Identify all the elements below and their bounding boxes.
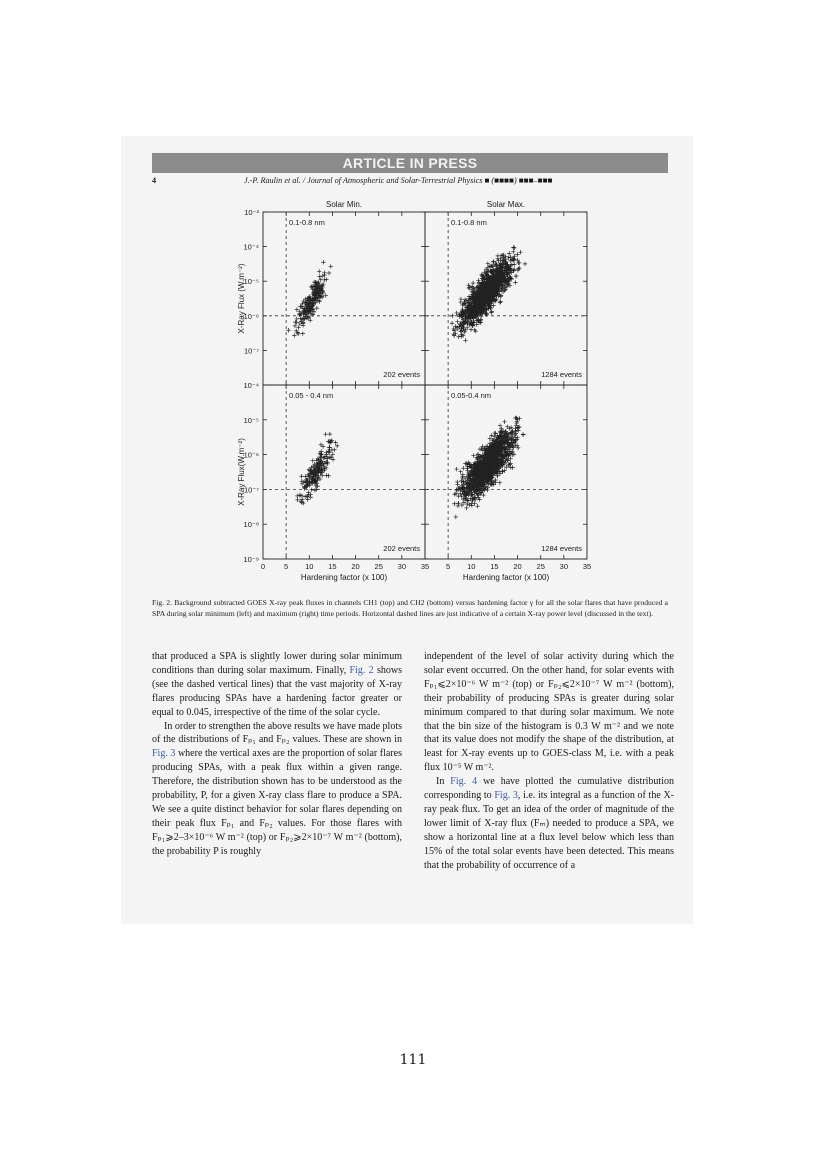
data-point [318,274,322,278]
data-point [450,321,454,325]
data-point [516,261,520,265]
panel-frame [425,385,587,559]
data-point [322,278,326,282]
event-count-label: 1284 events [541,544,582,553]
running-head [152,176,668,188]
x-tick-label: 25 [374,562,383,571]
x-tick-label: 5 [446,562,451,571]
data-point [301,331,305,335]
scatter-points [452,416,525,520]
y-axis-label-bottom: X-Ray Flux(W.m⁻²) [237,438,246,506]
data-point [456,335,460,339]
panel-title-solar-min: Solar Min. [325,200,363,209]
x-tick-label: 10 [305,562,314,571]
x-tick-label: 20 [513,562,522,571]
data-point [464,506,468,510]
data-point [498,300,502,304]
data-point [511,250,515,254]
panel-frame [263,212,425,385]
data-point [454,515,458,519]
event-count-label: 202 events [383,370,420,379]
data-point [459,329,463,333]
data-point [463,338,467,342]
data-point [486,261,490,265]
figure-link[interactable]: Fig. 3 [152,748,176,760]
x-tick-label: 30 [397,562,407,571]
data-point [308,318,312,322]
x-axis-label-right: Hardening factor (x 100) [462,573,550,582]
panel-frame [425,212,587,385]
wavelength-annotation: 0.1-0.8 nm [451,218,487,227]
data-point [523,262,527,266]
data-point [502,420,506,424]
data-point [516,446,520,450]
data-point [328,432,332,436]
data-point [513,280,517,284]
paragraph [152,720,402,859]
y-tick-label: 10⁻⁹ [243,555,259,564]
panel-title-solar-max: Solar Max. [486,200,526,209]
y-tick-label: 10⁻⁵ [243,277,259,287]
scatter-figure [230,195,600,587]
article-in-press-banner: ARTICLE IN PRESS [152,153,668,173]
paragraph [152,650,402,720]
y-tick-label: 10⁻⁷ [243,485,259,495]
figure-caption: Fig. 2. Background subtracted GOES X-ray peak fluxes in channels CH1 (top) and CH2 (bottom) versus hardening factor γ for all the solar flares that have produced a SPA during solar minimum (left) and maximum (right) time periods. Horizontal dashed lines are just indicative of a certain X-ray power level (discussed in the text). [152,598,668,618]
x-tick-label: 15 [328,562,337,571]
y-tick-label: 10⁻⁷ [243,346,259,356]
data-point [292,333,296,337]
data-point [518,250,522,254]
wavelength-annotation: 0.1-0.8 nm [289,218,325,227]
data-point [455,480,459,484]
wavelength-annotation: 0.05 - 0.4 nm [289,391,334,400]
data-point [317,269,321,273]
x-axis-label-left: Hardening factor (x 100) [300,573,388,582]
data-point [521,433,525,437]
data-point [475,504,479,508]
x-tick-label: 5 [284,562,289,571]
data-point [329,264,333,268]
data-point [324,473,328,477]
data-point [311,458,315,462]
data-point [461,466,465,470]
figure-link[interactable]: Fig. 3 [494,790,518,802]
data-point [323,432,327,436]
y-axis-label-top: X-Ray Flux (W.m⁻²) [237,263,246,334]
text-run: where the vertical axes are the proportion of solar flares producing SPAs, with a peak flux within a given range. Therefore, the distribution shown has to be understood as the probability, P, for a given X-ray class flare to produce a SPA. We see a quite distinct behavior for solar flares depending on their peak flux Fₚ₁ and Fₚ₂ values. For those flares with Fₚ₁⩾2–3×10⁻⁶ W m⁻² (top) or Fₚ₂⩾2×10⁻⁷ W m⁻² (bottom), the probability P is roughly [152,748,402,857]
y-tick-label: 10⁻⁴ [243,242,259,252]
data-point [299,474,303,478]
data-point [319,470,323,474]
data-point [315,306,319,310]
data-point [491,303,495,307]
paragraph [424,775,674,872]
x-tick-label: 0 [260,562,266,571]
x-tick-label: 35 [420,562,430,571]
data-point [498,300,502,304]
data-point [471,281,475,285]
body-column-right [424,650,674,873]
data-point [324,293,328,297]
data-point [454,467,458,471]
y-tick-label: 10⁻⁴ [243,381,259,390]
data-point [458,470,462,474]
wavelength-annotation: 0.05-0.4 nm [451,391,492,400]
y-tick-label: 10⁻⁶ [243,450,259,460]
figure-link[interactable]: Fig. 4 [450,776,478,788]
data-point [496,254,500,258]
data-point [324,277,328,281]
panel-frame [263,385,425,559]
page-number: 111 [399,1052,427,1068]
text-run: , i.e. its integral as a function of the X-ray peak flux. To get an idea of the order of magnitude of the lower limit of X-ray flux (Fₘ) needed to produce a SPA, we show a horizontal line at a flux level below which less than 15% of the total solar events have been detected. This means that the probability of occurrence of a [424,790,674,871]
data-point [295,494,299,498]
data-point [306,497,310,501]
text-run: shows (see the dashed vertical lines) that the vast majority of X-ray flares producing SPAs have a hardening factor greater or equal to 0.045, irrespective of the time of the solar cycle. [152,664,403,718]
data-point [469,327,473,331]
data-point [300,479,304,483]
data-point [493,431,497,435]
scatter-points [450,245,527,342]
x-tick-label: 15 [490,562,499,571]
text-run: In order to strengthen the above results we have made plots of the distributions of Fₚ₁ and Fₚ₂ values. These are shown in [152,720,402,746]
running-title: J.-P. Raulin et al. / Journal of Atmospheric and Solar-Terrestrial Physics ■ (■■■■) ■■■–■■■ [244,176,553,185]
scatter-points [295,432,339,505]
data-point [332,448,336,452]
x-tick-label: 20 [351,562,360,571]
journal-page-number: 4 [152,176,157,185]
x-tick-label: 30 [559,562,569,571]
y-tick-label: 10⁻⁶ [243,311,259,321]
y-tick-label: 10⁻⁸ [243,520,259,530]
data-point [326,474,330,478]
event-count-label: 202 events [383,544,420,553]
text-run: independent of the level of solar activity during which the solar event occurred. On the other hand, for solar events with Fₚ₁⩽2×10⁻⁶ W m⁻² (top) or Fₚ₂⩽2×10⁻⁷ W m⁻² (bottom), their probability of producing SPAs is greater during solar minimum compared to that during solar maximum. We note that the bin size of the histogram is 0.3 W m⁻² and we note that its value does not modify the shape of the distribution, at least for X-ray events up to GOES-class M, i.e. with a peak flux 10⁻⁵ W m⁻². [424,651,674,774]
x-tick-label: 35 [582,562,592,571]
data-point [295,307,299,311]
data-point [500,470,504,474]
figure-link[interactable]: Fig. 2 [349,664,374,676]
figure-2 [230,195,600,587]
data-point [450,314,454,318]
scatter-points [286,260,333,338]
x-tick-label: 10 [467,562,476,571]
data-point [512,246,516,250]
body-column-left [152,650,402,859]
y-tick-label: 10⁻⁵ [243,415,259,425]
text-run: that produced a SPA is slightly lower during solar minimum conditions than during solar maximum. Finally, [152,651,402,676]
event-count-label: 1284 events [541,370,582,379]
data-point [286,328,290,332]
data-point [327,271,331,275]
data-point [310,488,314,492]
data-point [467,285,471,289]
data-point [498,480,502,484]
text-run: In [436,776,451,788]
data-point [504,429,508,433]
data-point [321,260,325,264]
y-tick-label: 10⁻³ [244,208,259,217]
data-point [514,274,518,278]
data-point [309,495,313,499]
x-tick-label: 25 [536,562,545,571]
data-point [465,468,469,472]
paragraph [424,650,674,775]
data-point [452,502,456,506]
text-run: we have plotted the cumulative distribution corresponding to [424,776,674,802]
data-point [511,245,515,249]
data-point [507,251,511,255]
